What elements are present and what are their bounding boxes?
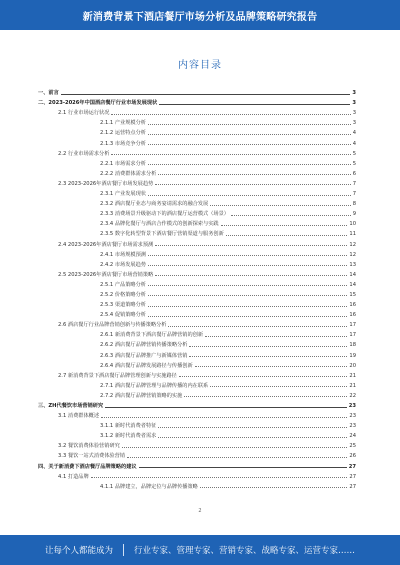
- toc-entry-label: 4.1 打造品牌: [58, 473, 89, 480]
- toc-entry-page: 12: [349, 251, 356, 258]
- toc-entry-label: 2.3.1 产业发展现状: [100, 191, 146, 198]
- toc-entry[interactable]: [38, 328, 356, 338]
- toc-entry[interactable]: [38, 308, 356, 318]
- toc-entry-label: 四、关于新消费下酒店餐厅品牌策略的建议: [38, 463, 137, 470]
- toc-entry-page: 16: [349, 312, 356, 319]
- toc-entry-label: 2.7.1 酒店餐厅品牌管理与品牌传播的内在联系: [100, 382, 209, 389]
- toc-entry-label: 2.5.2 价格策略分析: [100, 291, 146, 298]
- toc-entry[interactable]: [38, 298, 356, 308]
- toc-entry[interactable]: [38, 126, 356, 136]
- toc-entry-page: 21: [349, 382, 356, 389]
- footer-bar: [0, 535, 400, 565]
- toc-entry-label: 2.6.4 酒店餐厅品牌发展路径与传播创新: [100, 362, 193, 369]
- toc-entry-label: 4.1.1 品牌建立，品牌定位与品牌传播策略: [100, 483, 198, 490]
- toc-entry-page: 3: [352, 120, 356, 127]
- toc-leader-dots: [61, 94, 351, 95]
- toc-entry[interactable]: [38, 116, 356, 126]
- toc-leader-dots: [148, 255, 347, 256]
- toc-entry[interactable]: [38, 359, 356, 369]
- toc-entry-page: 25: [349, 443, 356, 450]
- toc-entry[interactable]: [38, 318, 356, 328]
- toc-leader-dots: [158, 174, 350, 175]
- footer-slogan: 让每个人都能成为: [44, 546, 113, 556]
- toc-entry-label: 2.1.3 市场竞争分析: [100, 140, 146, 147]
- toc-entry[interactable]: [38, 207, 356, 217]
- toc-entry[interactable]: [38, 157, 356, 167]
- toc-entry-page: 3: [352, 90, 356, 97]
- toc-leader-dots: [195, 366, 348, 367]
- toc-entry[interactable]: [38, 338, 356, 348]
- toc-entry[interactable]: [38, 480, 356, 490]
- toc-entry-label: 2.5.3 渠道策略分析: [100, 302, 146, 309]
- toc-entry-page: 27: [349, 473, 356, 480]
- toc-entry-page: 4: [352, 130, 356, 137]
- toc-entry-label: 2.6.3 酒店餐厅品牌推广与新媒体营销: [100, 352, 188, 359]
- toc-leader-dots: [179, 376, 348, 377]
- toc-leader-dots: [148, 164, 351, 165]
- toc-entry-label: 3.2 餐饮消费体验营销研究: [58, 443, 120, 450]
- toc-entry-page: 11: [349, 231, 356, 238]
- header-bar: [0, 0, 400, 30]
- toc-entry-page: 8: [352, 201, 356, 208]
- toc-leader-dots: [148, 124, 351, 125]
- toc-entry-page: 7: [352, 180, 356, 187]
- toc-leader-dots: [155, 275, 347, 276]
- toc-entry-label: 3.1.1 新时代消费者特征: [100, 423, 157, 430]
- toc-entry-label: 2.3.5 数字化转型背景下酒店餐厅营销渠道与服务创新: [100, 231, 224, 238]
- toc-entry-page: 15: [349, 291, 356, 298]
- toc-leader-dots: [111, 154, 350, 155]
- toc-entry-page: 9: [352, 211, 356, 218]
- toc-leader-dots: [210, 205, 350, 206]
- toc-leader-dots: [148, 306, 347, 307]
- toc-entry-page: 5: [352, 160, 356, 167]
- toc-entry[interactable]: [38, 96, 356, 106]
- toc-entry-label: 2.4.1 市场规模预测: [100, 251, 146, 258]
- toc-entry-page: 7: [352, 191, 356, 198]
- toc-entry-page: 23: [349, 423, 356, 430]
- toc-entry[interactable]: [38, 348, 356, 358]
- toc-entry-label: 2.5.1 产品策略分析: [100, 281, 146, 288]
- toc-entry-page: 3: [352, 110, 356, 117]
- toc-leader-dots: [139, 467, 347, 468]
- toc-entry-page: 21: [349, 372, 356, 379]
- toc-leader-dots: [158, 427, 347, 428]
- toc-leader-dots: [155, 245, 347, 246]
- toc-leader-dots: [148, 144, 351, 145]
- toc-entry-page: 17: [349, 332, 356, 339]
- toc-entry[interactable]: [38, 389, 356, 399]
- toc-leader-dots: [111, 114, 350, 115]
- toc-entry[interactable]: [38, 369, 356, 379]
- toc-leader-dots: [101, 417, 347, 418]
- toc-entry[interactable]: [38, 136, 356, 146]
- toc-leader-dots: [91, 477, 348, 478]
- toc-entry-page: 27: [349, 483, 356, 490]
- toc-entry-label: 3.1 消费群体概述: [58, 413, 100, 420]
- toc-leader-dots: [155, 184, 350, 185]
- toc-leader-dots: [127, 457, 347, 458]
- toc-entry-page: 14: [349, 271, 356, 278]
- toc-entry[interactable]: [38, 439, 356, 449]
- toc-leader-dots: [148, 265, 347, 266]
- toc-leader-dots: [122, 447, 348, 448]
- toc-entry-label: 2.4.2 市场发展趋势: [100, 261, 146, 268]
- toc-entry[interactable]: [38, 459, 356, 469]
- toc-entry[interactable]: [38, 449, 356, 459]
- toc-leader-dots: [105, 407, 347, 408]
- toc-entry[interactable]: [38, 419, 356, 429]
- toc-entry-page: 18: [349, 342, 356, 349]
- toc-leader-dots: [148, 295, 347, 296]
- toc-entry-page: 10: [349, 221, 356, 228]
- toc-leader-dots: [184, 396, 347, 397]
- toc-entry[interactable]: [38, 258, 356, 268]
- toc-entry-page: 24: [349, 433, 356, 440]
- toc-entry[interactable]: [38, 379, 356, 389]
- toc-entry[interactable]: [38, 278, 356, 288]
- page-number: 2: [198, 508, 202, 514]
- toc-entry[interactable]: [38, 470, 356, 480]
- toc-entry[interactable]: [38, 147, 356, 157]
- toc-leader-dots: [148, 316, 347, 317]
- toc-entry-page: 23: [349, 413, 356, 420]
- toc-leader-dots: [221, 225, 348, 226]
- toc-entry-label: 2.6.1 新消费背景下酒店餐厅品牌营销的创新: [100, 332, 204, 339]
- toc-entry-label: 2.1.2 运营特点分析: [100, 130, 146, 137]
- toc-entry[interactable]: [38, 86, 356, 96]
- toc-entry-label: 2.6 酒店餐厅行业品牌营销创新与传播策略分析: [58, 322, 167, 329]
- toc-entry-page: 14: [349, 281, 356, 288]
- toc-entry-label: 2.7.2 酒店餐厅品牌营销策略的实施: [100, 392, 183, 399]
- toc-entry-page: 6: [352, 170, 356, 177]
- toc-entry-page: 4: [352, 140, 356, 147]
- toc-entry-label: 三、ZH代餐饮市场营销研究: [38, 403, 104, 409]
- toc-entry-label: 2.3.2 酒店餐厅业态与商务宴请需求的融合发展: [100, 201, 209, 208]
- toc-leader-dots: [205, 336, 347, 337]
- toc-entry-label: 2.4 2023-2026年酒店餐厅市场需求预测: [58, 241, 154, 248]
- footer-expertise-list: 行业专家、管理专家、营销专家、战略专家、运营专家……: [134, 546, 356, 556]
- toc-leader-dots: [189, 356, 347, 357]
- toc-heading: 内容目录: [178, 60, 222, 71]
- toc-entry-page: 12: [349, 241, 356, 248]
- toc-leader-dots: [148, 134, 351, 135]
- toc-entry-label: 2.5.4 促销策略分析: [100, 312, 146, 319]
- toc-entry-label: 2.3.4 品牌化餐厅与酒店合作模式的创新探索与实践: [100, 221, 219, 228]
- toc-entry[interactable]: [38, 268, 356, 278]
- toc-entry[interactable]: [38, 399, 356, 409]
- toc-leader-dots: [148, 195, 351, 196]
- toc-entry-label: 3.3 餐饮一站式消费体验营销: [58, 453, 125, 460]
- toc-entry[interactable]: [38, 187, 356, 197]
- toc-entry-label: 二、2023-2026年中国酒店餐厅行业市场发展现状: [38, 100, 158, 107]
- toc-entry-label: 2.2.1 市场需求分析: [100, 160, 146, 167]
- toc-entry-page: 26: [349, 453, 356, 460]
- toc-leader-dots: [226, 235, 348, 236]
- toc-entry-page: 3: [352, 100, 356, 107]
- toc-entry-page: 5: [352, 150, 356, 157]
- toc-entry[interactable]: [38, 197, 356, 207]
- toc-leader-dots: [189, 346, 347, 347]
- report-title: 新消费背景下酒店餐厅市场分析及品牌策略研究报告: [82, 11, 318, 23]
- toc-leader-dots: [231, 215, 351, 216]
- toc-entry-label: 3.1.2 新时代消费者需求: [100, 433, 157, 440]
- toc-entry-label: 2.1 行业市场运行状况: [58, 110, 110, 117]
- toc-entry-label: 2.7 新消费背景下酒店餐厅品牌管理创新与实施路径: [58, 372, 177, 379]
- toc-entry-page: 23: [348, 403, 356, 409]
- toc-entry-page: 19: [349, 352, 356, 359]
- toc-entry-label: 2.6.2 酒店餐厅品牌营销传播策略分析: [100, 342, 188, 349]
- toc-entry[interactable]: [38, 217, 356, 227]
- toc-entry[interactable]: [38, 429, 356, 439]
- toc-entry[interactable]: [38, 167, 356, 177]
- toc-leader-dots: [158, 437, 347, 438]
- toc-entry[interactable]: [38, 237, 356, 247]
- toc-entry-label: 2.3.3 消费场景升级驱动下的酒店餐厅运营模式（场景）: [100, 211, 229, 218]
- toc-entry-label: 2.1.1 产业规模分析: [100, 120, 146, 127]
- toc-entry-page: 17: [349, 322, 356, 329]
- toc-entry-page: 27: [348, 463, 356, 470]
- toc-leader-dots: [159, 104, 350, 105]
- toc-entry[interactable]: [38, 227, 356, 237]
- toc-entry-page: 22: [349, 392, 356, 399]
- toc-entry-label: 2.2.2 消费群体需求分析: [100, 170, 157, 177]
- toc-entry[interactable]: [38, 409, 356, 419]
- toc-entry-label: 2.3 2023-2026年酒店餐厅市场发展趋势: [58, 180, 154, 187]
- toc-entry-page: 20: [349, 362, 356, 369]
- footer-divider: [123, 544, 124, 556]
- toc-entry-label: 一、前言: [38, 90, 59, 97]
- toc-leader-dots: [210, 386, 347, 387]
- toc-entry-page: 13: [349, 261, 356, 268]
- toc-entry-label: 2.5 2023-2026年酒店餐厅市场营销策略: [58, 271, 154, 278]
- toc-leader-dots: [168, 326, 347, 327]
- toc-leader-dots: [200, 487, 348, 488]
- toc-entry[interactable]: [38, 177, 356, 187]
- toc-leader-dots: [148, 285, 347, 286]
- toc-entry-page: 16: [349, 302, 356, 309]
- toc-entry[interactable]: [38, 248, 356, 258]
- toc-entry[interactable]: [38, 106, 356, 116]
- toc-entry[interactable]: [38, 288, 356, 298]
- toc-entry-label: 2.2 行业市场需求分析: [58, 150, 110, 157]
- table-of-contents: [38, 86, 356, 490]
